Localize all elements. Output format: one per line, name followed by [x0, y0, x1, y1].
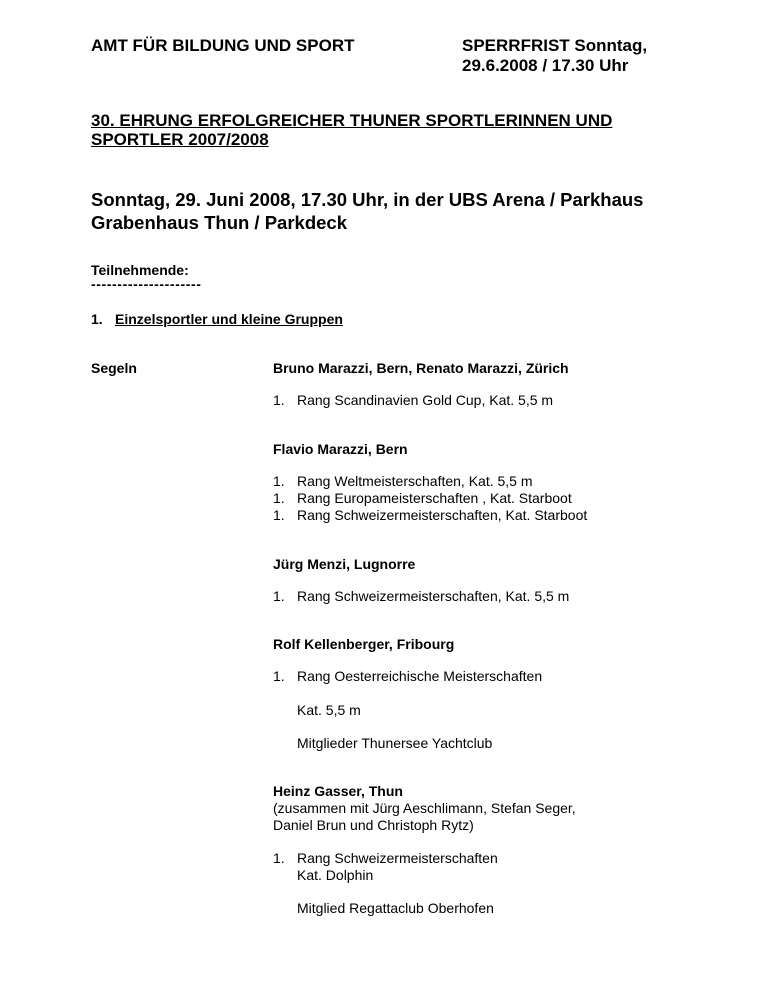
result-number: 1.: [273, 588, 285, 604]
result-category: Kat. Dolphin: [297, 867, 374, 883]
participants-rule: ---------------------: [91, 276, 202, 292]
result-number: 1.: [273, 490, 285, 506]
title-line-2: SPORTLER 2007/2008: [91, 130, 269, 149]
section-number: 1.: [91, 311, 103, 327]
office-name: AMT FÜR BILDUNG UND SPORT: [91, 36, 355, 55]
result-item: [273, 850, 498, 867]
team-note-line-2: Daniel Brun und Christoph Rytz): [273, 817, 474, 833]
athlete-name: Bruno Marazzi, Bern, Renato Marazzi, Zürich: [273, 360, 569, 376]
result-item: [273, 588, 569, 605]
event-line-1: Sonntag, 29. Juni 2008, 17.30 Uhr, in der UBS Arena / Parkhaus: [91, 189, 644, 210]
result-category: Kat. 5,5 m: [297, 702, 361, 718]
result-item: [273, 668, 542, 685]
result-number: 1.: [273, 392, 285, 408]
section-title: Einzelsportler und kleine Gruppen: [115, 311, 343, 327]
result-number: 1.: [273, 668, 285, 684]
athlete-name: Heinz Gasser, Thun: [273, 783, 403, 799]
embargo-line-1: SPERRFRIST Sonntag,: [462, 36, 648, 55]
section-heading: [91, 311, 343, 328]
team-note: [273, 800, 576, 834]
result-text: Rang Scandinavien Gold Cup, Kat. 5,5 m: [297, 392, 554, 408]
participants-label: Teilnehmende:: [91, 262, 189, 278]
result-text: Rang Schweizermeisterschaften, Kat. Starboot: [297, 507, 588, 523]
result-item: [273, 392, 553, 409]
result-item: [273, 473, 533, 490]
event-line-2: Grabenhaus Thun / Parkdeck: [91, 212, 347, 233]
team-note-line-1: (zusammen mit Jürg Aeschlimann, Stefan Seger,: [273, 800, 576, 816]
athlete-name: Jürg Menzi, Lugnorre: [273, 556, 416, 572]
document-title: [91, 111, 691, 149]
result-item: [273, 490, 572, 507]
club-membership: Mitglieder Thunersee Yachtclub: [297, 735, 493, 751]
embargo-notice: [462, 36, 647, 76]
athlete-name: Flavio Marazzi, Bern: [273, 441, 408, 457]
result-number: 1.: [273, 473, 285, 489]
result-text: Rang Europameisterschaften , Kat. Starboot: [297, 490, 572, 506]
sport-label: Segeln: [91, 360, 137, 376]
title-line-1: 30. EHRUNG ERFOLGREICHER THUNER SPORTLERINNEN UND: [91, 111, 613, 130]
result-number: 1.: [273, 850, 285, 866]
embargo-line-2: 29.6.2008 / 17.30 Uhr: [462, 56, 629, 75]
club-membership: Mitglied Regattaclub Oberhofen: [297, 900, 494, 916]
result-text: Rang Schweizermeisterschaften: [297, 850, 498, 866]
result-text: Rang Oesterreichische Meisterschaften: [297, 668, 543, 684]
result-item: [273, 507, 587, 524]
result-number: 1.: [273, 507, 285, 523]
athlete-name: Rolf Kellenberger, Fribourg: [273, 636, 455, 652]
result-text: Rang Schweizermeisterschaften, Kat. 5,5 m: [297, 588, 570, 604]
event-info: [91, 188, 691, 234]
result-text: Rang Weltmeisterschaften, Kat. 5,5 m: [297, 473, 533, 489]
